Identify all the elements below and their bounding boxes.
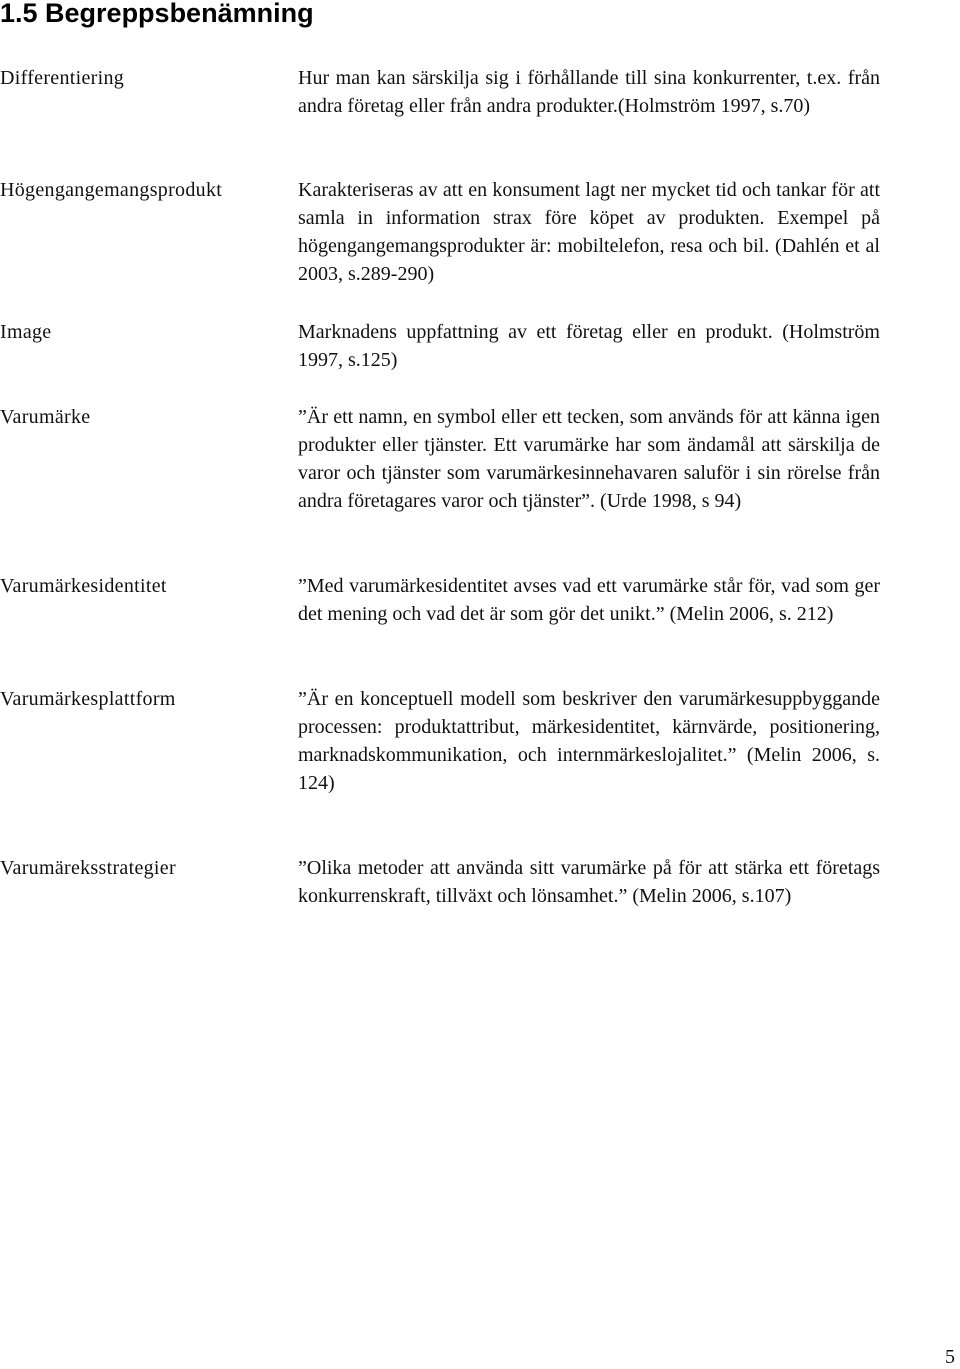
page-number: 5 [945,1346,955,1368]
definition-varumarkesstrategier: ”Olika metoder att använda sitt varumärke på för att stärka ett företags konkurrenskraft, tillväxt och lönsamhet.” (Melin 2006, s.107) [298,857,880,907]
definition-hogengangemangsprodukt: Karakteriseras av att en konsument lagt ner mycket tid och tankar för att samla in information strax före köpet av produkten. Exempel på högengangemangsprodukter är: mobiltelefon, resa och bil. (Dahlén et al 2003, s.289-290) [298,179,880,285]
term-image: Image [0,321,52,343]
definition-differentiering: Hur man kan särskilja sig i förhållande till sina konkurrenter, t.ex. från andra företag eller från andra produkter.(Holmström 1997, s.70) [298,67,880,117]
definition-image: Marknadens uppfattning av ett företag eller en produkt. (Holmström 1997, s.125) [298,321,880,371]
definition-varumarkesidentitet: ”Med varumärkesidentitet avses vad ett varumärke står för, vad som ger det mening och vad det är som gör det unikt.” (Melin 2006, s. 212) [298,575,880,625]
term-varumarkesidentitet: Varumärkesidentitet [0,575,167,597]
term-differentiering: Differentiering [0,67,125,89]
term-varumarkesstrategier: Varumäreksstrategier [0,857,176,879]
definition-varumarke: ”Är ett namn, en symbol eller ett tecken, som används för att känna igen produkter eller tjänster. Ett varumärke har som ändamål att särskilja de varor och tjänster som varumärkesinnehavaren saluför i sin rörelse från andra företagares varor och tjänster”. (Urde 1998, s 94) [298,406,880,512]
term-varumarkesplattform: Varumärkesplattform [0,688,176,710]
section-heading: 1.5 Begreppsbenämning [0,0,314,28]
term-hogengangemangsprodukt: Högengangemangsprodukt [0,179,223,201]
definition-varumarkesplattform: ”Är en konceptuell modell som beskriver den varumärkesuppbyggande processen: produktattribut, märkesidentitet, kärnvärde, positionering, marknadskommunikation, och internmärkeslojalitet.” (Melin 2006, s. 124) [298,688,880,794]
term-varumarke: Varumärke [0,406,91,428]
